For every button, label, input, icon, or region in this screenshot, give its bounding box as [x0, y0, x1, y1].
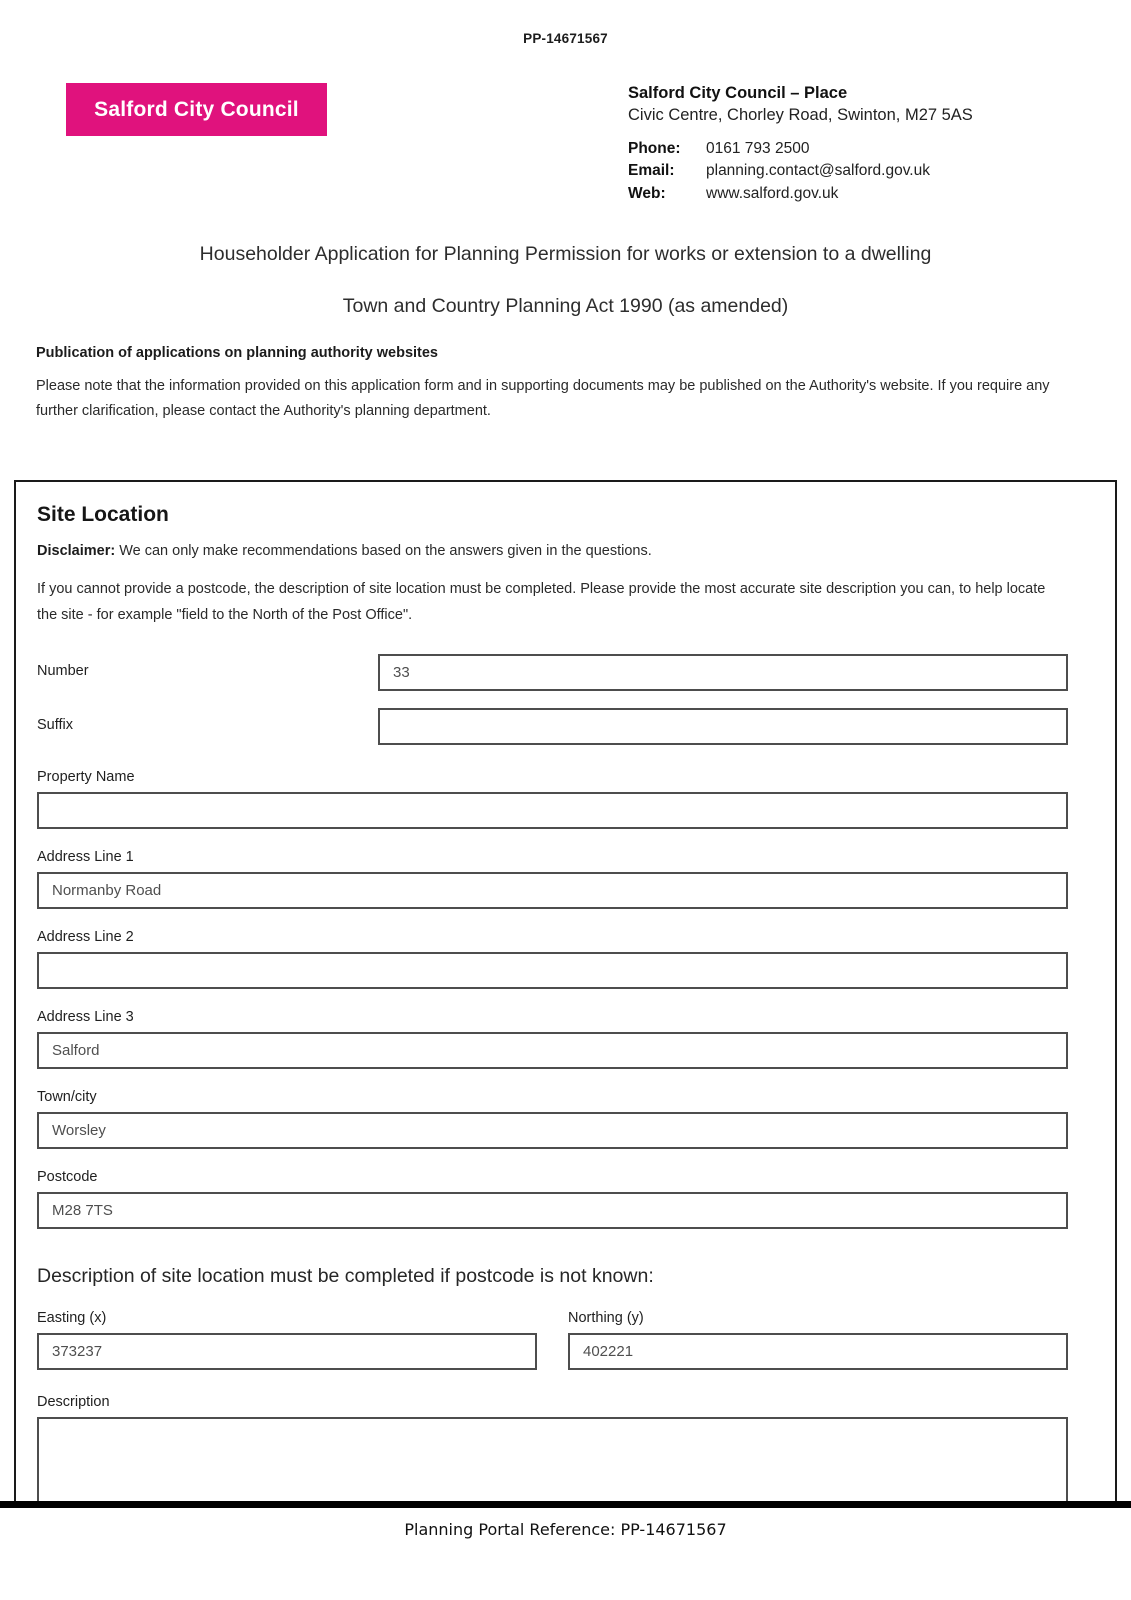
field-town-city [37, 1089, 1068, 1149]
email-value: planning.contact@salford.gov.uk [706, 162, 930, 180]
council-contact-block [628, 83, 1068, 206]
field-description [37, 1394, 1068, 1501]
form-title: Householder Application for Planning Permission for works or extension to a dwelling [199, 243, 932, 266]
address-line-1-label: Address Line 1 [37, 849, 134, 866]
field-address-line-3 [37, 1009, 1068, 1069]
org-address: Civic Centre, Chorley Road, Swinton, M27 5AS [628, 106, 973, 125]
salford-city-council-logo: Salford City Council [66, 83, 327, 136]
field-northing [568, 1310, 1068, 1370]
disclaimer-text [37, 543, 1068, 559]
planning-portal-reference-top: PP-14671567 [523, 31, 608, 46]
address-line-1-input[interactable] [37, 872, 1068, 909]
description-label: Description [37, 1394, 110, 1411]
publication-note: Please note that the information provided on this application form and in supporting documents may be published on the Authority's website. If you require any further clarification, please contact the Authority's planning department. [36, 378, 1050, 419]
web-label: Web: [628, 185, 666, 203]
contact-row-phone [628, 138, 1068, 161]
address-line-2-input[interactable] [37, 952, 1068, 989]
site-location-heading: Site Location [37, 503, 169, 527]
address-line-3-label: Address Line 3 [37, 1009, 134, 1026]
email-label: Email: [628, 162, 675, 180]
postcode-input[interactable] [37, 1192, 1068, 1229]
field-property-name [37, 769, 1068, 829]
suffix-label: Suffix [37, 717, 74, 734]
postcode-label: Postcode [37, 1169, 98, 1186]
description-requirement-heading: Description of site location must be completed if postcode is not known: [37, 1265, 654, 1288]
northing-label: Northing (y) [568, 1310, 644, 1327]
coordinates-row [37, 1310, 1068, 1370]
town-city-label: Town/city [37, 1089, 97, 1106]
contact-row-web [628, 183, 1068, 206]
number-label: Number [37, 663, 89, 680]
easting-input[interactable] [37, 1333, 537, 1370]
document-header [66, 83, 1068, 206]
property-name-label: Property Name [37, 769, 135, 786]
description-input[interactable] [37, 1417, 1068, 1501]
org-name: Salford City Council – Place [628, 84, 848, 102]
disclaimer-label: Disclaimer: [37, 543, 116, 560]
publication-heading: Publication of applications on planning authority websites [36, 345, 438, 362]
field-postcode [37, 1169, 1068, 1229]
field-address-line-1 [37, 849, 1068, 909]
web-value: www.salford.gov.uk [706, 185, 839, 203]
address-line-3-input[interactable] [37, 1032, 1068, 1069]
contact-row-email [628, 160, 1068, 183]
contact-rows [628, 138, 1068, 206]
form-subtitle: Town and Country Planning Act 1990 (as amended) [342, 295, 789, 318]
property-name-input[interactable] [37, 792, 1068, 829]
site-location-intro: If you cannot provide a postcode, the description of site location must be completed. Please provide the most accurate site description you can, to help locate the site - for example "field to the North of the Post Office". [37, 581, 1046, 623]
town-city-input[interactable] [37, 1112, 1068, 1149]
planning-portal-reference-footer: Planning Portal Reference: PP-14671567 [404, 1520, 727, 1540]
address-line-2-label: Address Line 2 [37, 929, 134, 946]
field-row-suffix [37, 708, 1068, 745]
phone-label: Phone: [628, 139, 681, 157]
easting-label: Easting (x) [37, 1310, 107, 1327]
disclaimer-body: We can only make recommendations based on the answers given in the questions. [115, 543, 652, 560]
suffix-input[interactable] [378, 708, 1068, 745]
field-easting [37, 1310, 537, 1370]
northing-input[interactable] [568, 1333, 1068, 1370]
page-break-divider [0, 1501, 1131, 1508]
field-row-number [37, 654, 1068, 691]
number-input[interactable] [378, 654, 1068, 691]
field-address-line-2 [37, 929, 1068, 989]
site-location-section [14, 480, 1117, 1501]
phone-value: 0161 793 2500 [706, 139, 810, 157]
